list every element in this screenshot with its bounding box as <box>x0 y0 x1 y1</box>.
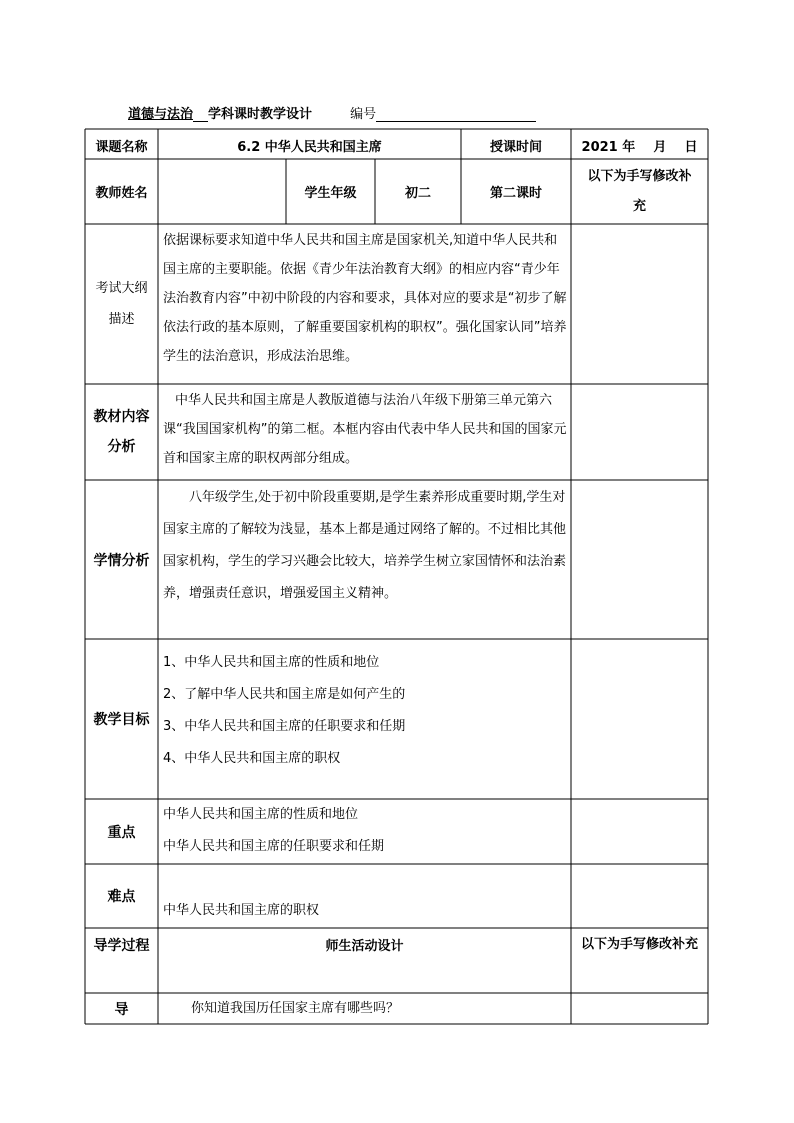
objective-item: 3、中华人民共和国主席的任职要求和任期 <box>163 719 406 734</box>
key-points-list <box>158 799 571 864</box>
teacher-label: 教师姓名 <box>95 186 148 201</box>
objectives-label: 教学目标 <box>93 712 150 728</box>
time-label: 授课时间 <box>489 140 542 155</box>
materials-text: 中华人民共和国主席是人教版道德与法治八年级下册第三单元第六课“我国国家机构”的第二框。本框内容由代表中华人民共和国的国家元首和国家主席的职权两部分组成。 <box>163 393 567 466</box>
date-value[interactable]: 2021 年 月 日 <box>581 140 698 155</box>
notes-header: 以下为手写修改补充 <box>587 168 692 214</box>
intro-text: 你知道我国历任国家主席有哪些吗？ <box>191 1001 400 1016</box>
learners-text: 八年级学生,处于初中阶段重要期,是学生素养形成重要时期,学生对国家主席的了解较为浅显，基本上都是通过网络了解的。不过相比其他国家机构，学生的学习兴趣会比较大，培养学生树立家国情怀和法治素养，增强责任意识，增强爱国主义精神。 <box>163 490 567 601</box>
difficulties-label: 难点 <box>107 889 136 905</box>
grade-label: 学生年级 <box>304 186 357 201</box>
learners-label: 学情分析 <box>93 552 150 569</box>
process-label: 导学过程 <box>93 938 150 954</box>
key-points-label: 重点 <box>107 824 136 841</box>
outline-label: 考试大纲描述 <box>95 281 148 327</box>
key-point-item: 中华人民共和国主席的任职要求和任期 <box>163 839 385 854</box>
topic-value[interactable]: 6.2 中华人民共和国主席 <box>237 140 382 155</box>
design-header: 师生活动设计 <box>325 939 404 954</box>
objective-item: 4、中华人民共和国主席的职权 <box>163 751 341 766</box>
key-point-item: 中华人民共和国主席的性质和地位 <box>163 807 359 822</box>
teacher-value[interactable] <box>158 159 286 224</box>
outline-text: 依据课标要求知道中华人民共和国主席是国家机关,知道中华人民共和国主席的主要职能。依据《青少年法治教育大纲》的相应内容“青少年法治教育内容”中初中阶段的内容和要求，具体对应的要求是“初步了解依法行政的基本原则，了解重要国家机构的职权”。强化国家认同”培养学生的法治意识，形成法治思维。 <box>163 233 567 364</box>
objective-item: 2、了解中华人民共和国主席是如何产生的 <box>163 687 406 702</box>
objectives-list <box>158 639 571 799</box>
document-title: 学科课时教学设计 <box>208 107 313 122</box>
number-label: 编号 <box>350 107 377 122</box>
topic-label: 课题名称 <box>95 140 148 155</box>
difficulties-text: 中华人民共和国主席的职权 <box>163 903 320 918</box>
objective-item: 1、中华人民共和国主席的性质和地位 <box>163 655 380 670</box>
process-notes-header: 以下为手写修改补充 <box>581 937 699 952</box>
period-value[interactable]: 第二课时 <box>489 186 542 201</box>
grade-value[interactable]: 初二 <box>404 186 431 201</box>
subject-name: 道德与法治 <box>128 107 194 122</box>
intro-label: 导 <box>114 1001 129 1018</box>
materials-label: 教材内容分析 <box>93 409 150 455</box>
